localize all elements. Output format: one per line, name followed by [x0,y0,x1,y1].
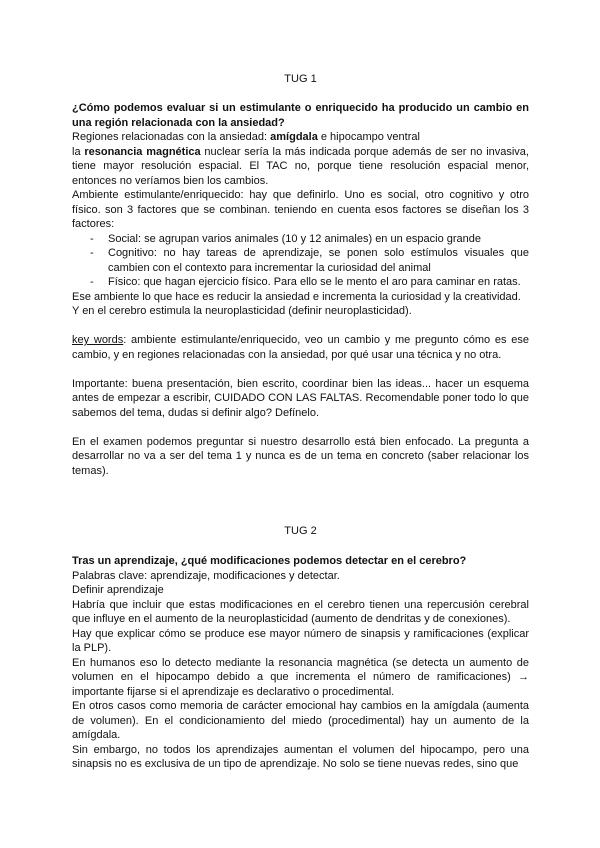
tug2-title: TUG 2 [284,525,317,537]
tug2-body [72,554,529,772]
list-dash: - [90,276,94,288]
tug1-important: Importante: buena presentación, bien escrito, coordinar bien las ideas... hacer un esquema antes de empezar a escribir, CUIDADO CON LAS FALTAS. Recomendable poner todo lo que sabemos del tema, dudas si definir algo? Defínelo. [72,377,529,419]
list-dash: - [90,247,94,259]
tug1-regions-pre: Regiones relacionadas con la ansiedad: [72,131,271,143]
tug1-resonance-bold: resonancia magnética [84,145,201,158]
tug2-paragraph-2: Hay que explicar cómo se produce ese mayor número de sinapsis y ramificaciones (explicar la PLP). [72,627,529,654]
spacer [72,420,529,435]
tug1-resonance [72,145,529,189]
tug1-neuroplasticity: Y en el cerebro estimula la neuroplasticidad (definir neuroplasticidad). [72,305,412,317]
list-item [72,246,529,275]
tug2-paragraph-3: En humanos eso lo detecto mediante la resonancia magnética (se detecta un aumento de volumen en el hipocampo debido a que incrementa el número de ramificaciones) → importante fijarse si el aprendizaje es declarativo o procedimental. [72,656,529,698]
spacer [72,362,529,377]
list-item [72,232,529,247]
tug1-title: TUG 1 [284,73,317,85]
tug1-exam: En el examen podemos preguntar si nuestro desarrollo está bien enfocado. La pregunta a desarrollar no va a ser del tema 1 y nunca es de un tema en concreto (saber relacionar los temas). [72,435,529,477]
tug2-paragraph-5: Sin embargo, no todos los aprendizajes aumentan el volumen del hipocampo, pero una sinapsis no es exclusiva de un tipo de aprendizaje. No solo se tiene nuevas redes, sino que [72,743,529,770]
tug1-regions-bold: amígdala [270,131,318,143]
tug1-keywords [72,333,529,362]
tug2-question: Tras un aprendizaje, ¿qué modificaciones podemos detectar en el cerebro? [72,555,467,567]
tug1-factor-list [72,232,529,290]
tug1-question: ¿Cómo podemos evaluar si un estimulante o enriquecido ha producido un cambio en una región relacionada con la ansiedad? [72,102,529,129]
tug1-resonance-post: nuclear sería la más indicada porque además de ser no invasiva, tiene mayor resolución espacial. El TAC no, porque tiene resolución espacial menor, entonces no veríamos bien los cambios. [72,145,529,187]
tug1-environment: Ambiente estimulante/enriquecido: hay que definirlo. Uno es social, otro cognitivo y otro físico. son 3 factores que se combinan. teniendo en cuenta esos factores se diseñan los 3 factores: [72,189,529,230]
tug1-resonance-pre: la [72,145,85,158]
list-item [72,275,529,290]
tug2-keywords: Palabras clave: aprendizaje, modificaciones y detectar. [72,569,340,582]
list-dash: - [90,232,94,245]
tug1-body [72,101,529,478]
tug2-paragraph-1: Habría que incluir que estas modificaciones en el cerebro tienen una repercusión cerebral que influye en el aumento de la neuroplasticidad (aumento de dendritas y de conexiones). [72,598,529,625]
tug1-regions-post: e hipocampo ventral [317,131,420,143]
keywords-text: : ambiente estimulante/enriquecido, veo un cambio y me pregunto cómo es ese cambio, y en regiones relacionadas con la ansiedad, por qué usar una técnica y no otra. [72,334,529,361]
tug2-paragraph-4: En otros casos como memoria de carácter emocional hay cambios en la amígdala (aumenta de volumen). En el condicionamiento del miedo (procedimental) hay un aumento de la amígdala. [72,700,529,741]
factor-text: Social: se agrupan varios animales (10 y 12 animales) en un espacio grande [108,232,481,245]
spacer [72,319,529,334]
factor-text: Físico: que hagan ejercicio físico. Para ello se le mento el aro para caminar en ratas. [108,276,521,288]
keywords-label: key words [72,334,124,346]
tug1-effect: Ese ambiente lo que hace es reducir la ansiedad e incrementa la curiosidad y la creatividad. [72,290,521,303]
tug2-define: Definir aprendizaje [72,584,164,596]
tug1-regions [72,130,529,145]
factor-text: Cognitivo: no hay tareas de aprendizaje, se ponen solo estímulos visuales que cambien con el contexto para incrementar la curiosidad del animal [108,247,529,274]
